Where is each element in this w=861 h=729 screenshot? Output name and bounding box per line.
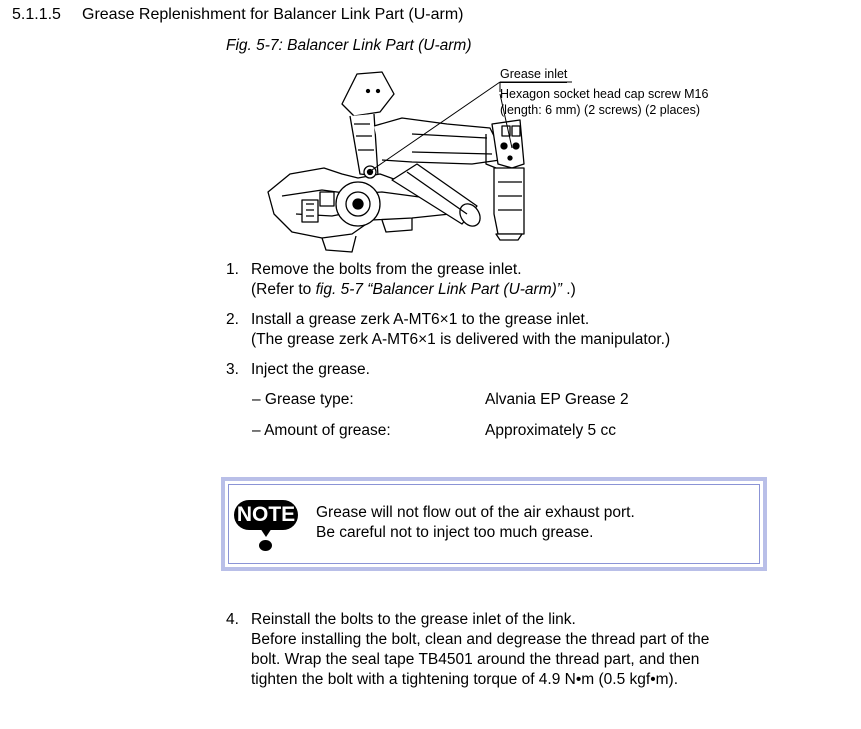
callout-cap-screw-line1: Hexagon socket head cap screw M16 [500,87,709,101]
figure-reference-link[interactable]: fig. 5-7 “Balancer Link Part (U-arm)” [315,281,562,298]
note-badge: NOTE [234,500,298,530]
step-text: Install a grease zerk A-MT6×1 to the grease inlet. [251,311,590,328]
note-badge-tip [260,528,272,537]
callout-cap-screw-line2: (length: 6 mm) (2 screws) (2 places) [500,103,701,117]
figure-caption: Fig. 5-7: Balancer Link Part (U-arm) [226,37,472,54]
callout-grease-inlet: Grease inlet [500,67,568,81]
reference-suffix: .) [561,281,576,298]
step-number: 3. [226,361,239,378]
step-text: bolt. Wrap the seal tape TB4501 around the thread part, and then [251,651,700,668]
step-number: 2. [226,311,239,328]
step-text: Inject the grease. [251,361,370,378]
step-text: Before installing the bolt, clean and degrease the thread part of the [251,631,710,648]
step-reference [251,280,576,300]
note-line-2: Be careful not to inject too much grease. [316,524,594,541]
section-number: 5.1.1.5 [12,6,61,23]
note-line-1: Grease will not flow out of the air exhaust port. [316,504,635,521]
callout-cap-screw [500,86,708,118]
grease-type-value: Alvania EP Grease 2 [485,391,629,408]
grease-amount-value: Approximately 5 cc [485,422,616,439]
grease-amount-label: – Amount of grease: [252,422,391,439]
step-number: 1. [226,261,239,278]
step-text: Reinstall the bolts to the grease inlet of the link. [251,611,576,628]
note-badge-dot [259,540,272,551]
step-text: (The grease zerk A-MT6×1 is delivered with the manipulator.) [251,331,671,348]
step-number: 4. [226,611,239,628]
step-text: tighten the bolt with a tightening torque of 4.9 N•m (0.5 kgf•m). [251,671,678,688]
section-title: Grease Replenishment for Balancer Link Part (U-arm) [82,6,464,23]
reference-prefix: (Refer to [251,281,316,298]
grease-type-label: – Grease type: [252,391,354,408]
step-text: Remove the bolts from the grease inlet. [251,261,522,278]
